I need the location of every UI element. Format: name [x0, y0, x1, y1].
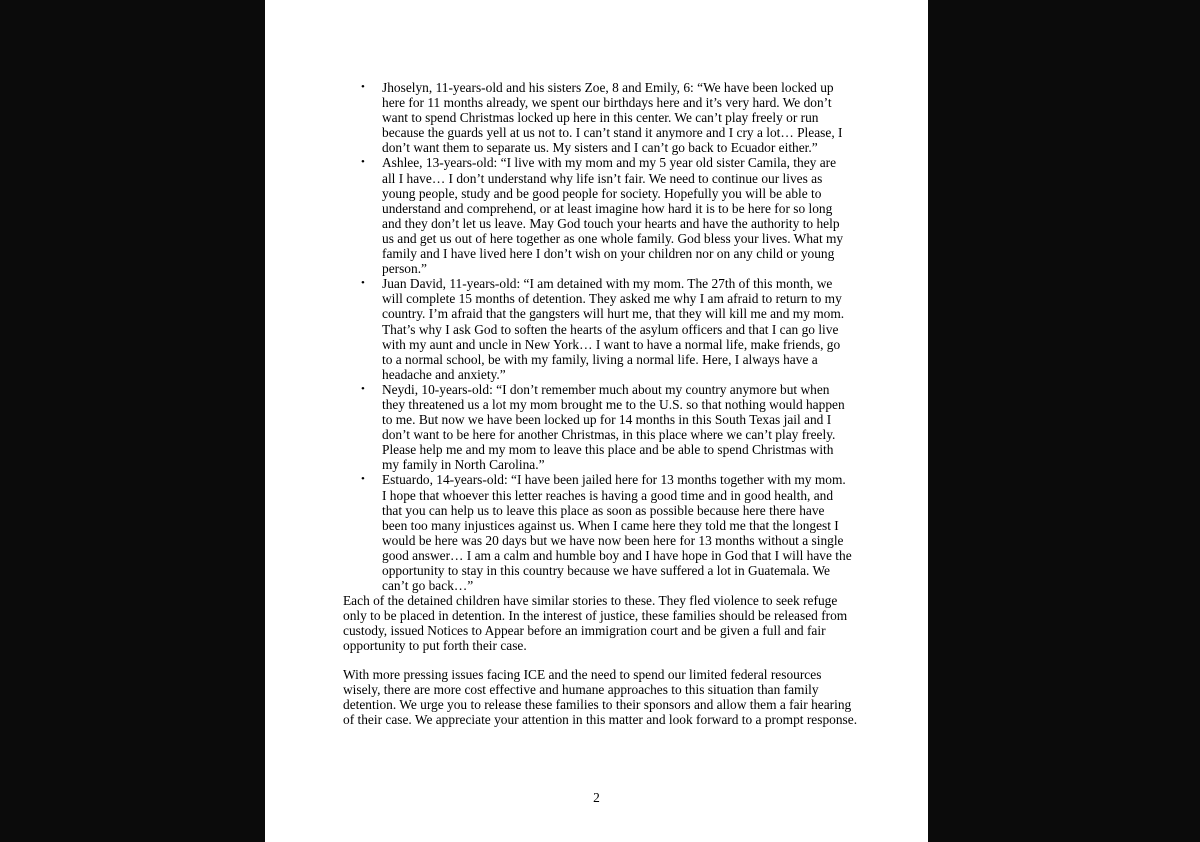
page-number: 2 [593, 790, 600, 805]
bullet-icon: • [361, 382, 365, 395]
testimony-ashlee [361, 155, 852, 277]
testimony-neydi [361, 381, 852, 473]
testimony-text: Juan David, 11-years-old: “I am detained with my mom. The 27th of this month, we will complete 15 months of detention. They asked me why I am afraid to return to my country. I’m afraid that the gangsters will hurt me, that they will kill me and my mom. That’s why I ask God to soften the hearts of the asylum officers and that I can go live with my aunt and uncle in New York… I want to have a normal life, make friends, go to a normal school, be with my family, living a normal life. Here, I always have a headache and anxiety.” [382, 276, 845, 382]
bullet-icon: • [361, 81, 365, 93]
testimony-bullet-list [361, 80, 852, 594]
testimony-juan-david [361, 276, 852, 382]
testimony-text: Neydi, 10-years-old: “I don’t remember much about my country anymore but when they threatened us a lot my mom brought me to the U.S. so that nothing would happen to me. But now we have been locked up for 14 months in this South Texas jail and I don’t want to be here for another Christmas, in this place where we can’t play freely. Please help me and my mom to leave this place and be able to spend Christmas with my family in North Carolina.” [382, 381, 845, 473]
testimony-estuardo [361, 472, 852, 594]
bullet-icon: • [361, 473, 365, 486]
testimony-text: Jhoselyn, 11-years-old and his sisters Zoe, 8 and Emily, 6: “We have been locked up here for 11 months already, we spent our birthdays here and it’s very hard. We don’t want to spend Christmas locked up here in this center. We can’t play freely or run because the guards yell at us not to. I can’t stand it anymore and I cry a lot… Please, I don’t want them to separate us. My sisters and I can’t go back to Ecuador either.” [382, 80, 843, 156]
bullet-icon: • [361, 277, 365, 290]
testimony-text: Ashlee, 13-years-old: “I live with my mom and my 5 year old sister Camila, they are all I have… I don’t understand why life isn’t fair. We need to continue our lives as young people, study and be good people for society. Hopefully you will be able to understand and comprehend, or at least imagine how hard it is to be here for so long and they don’t let us leave. May God touch your hearts and have the authority to help us and get us out of here together as one whole family. God bless your lives. What my family and I have lived here I don’t wish on your children nor on any child or young person.” [382, 155, 844, 277]
document-page[interactable] [265, 0, 928, 842]
testimony-jhoselyn [361, 80, 852, 156]
testimony-text: Estuardo, 14-years-old: “I have been jailed here for 13 months together with my mom. I hope that whoever this letter reaches is having a good time and in good health, and that you can help us to leave this place as soon as possible because here there have been too many injustices against us. When I came here they told me that the longest I would be here was 20 days but we have now been here for 13 months without a single good answer… I am a calm and humble boy and I have hope in God that I will have the opportunity to stay in this country because we have suffered a lot in Guatemala. We can’t go back…” [382, 472, 852, 594]
summary-paragraph: Each of the detained children have similar stories to these. They fled violence to seek refuge only to be placed in detention. In the interest of justice, these families should be released from custody, issued Notices to Appear before an immigration court and be given a full and fair opportunity to put forth their case. [343, 593, 848, 654]
closing-paragraph: With more pressing issues facing ICE and the need to spend our limited federal resources wisely, there are more cost effective and humane approaches to this situation than family detention. We urge you to release these families to their sponsors and allow them a fair hearing of their case. We appreciate your attention in this matter and look forward to a prompt response. [343, 667, 858, 728]
bullet-icon: • [361, 156, 365, 169]
